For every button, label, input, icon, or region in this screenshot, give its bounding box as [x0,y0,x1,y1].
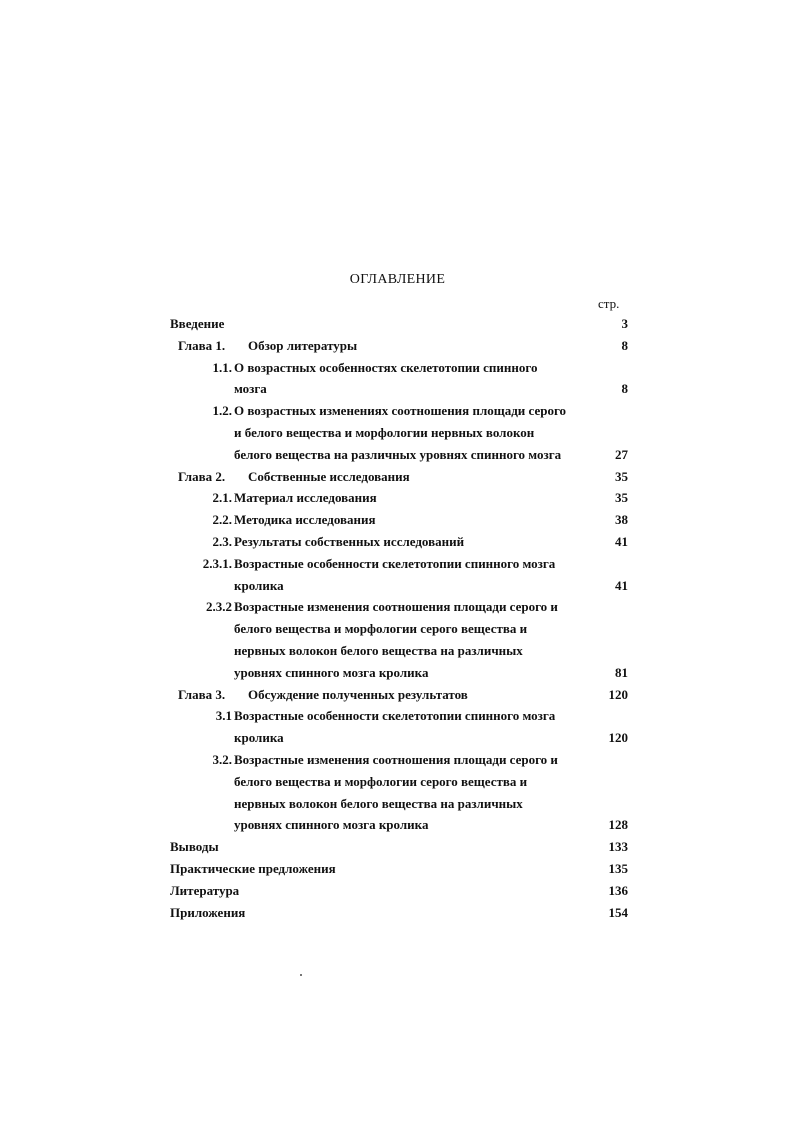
toc-entry-text: мозга [234,381,267,397]
toc-entry-page: 35 [615,490,628,506]
toc-entry-text: Возрастные особенности скелетотопии спинного мозга [234,555,556,571]
toc-entry-page: 8 [621,337,628,353]
toc-entry-number: 3.1 [215,708,232,724]
toc-entry-text: Возрастные особенности скелетотопии спинного мозга [234,708,556,724]
toc-entry-text: Собственные исследования [248,468,410,484]
toc-entry-text: кролика [234,577,284,593]
page-title: ОГЛАВЛЕНИЕ [349,272,446,287]
toc-entry-text: Практические предложения [170,861,336,876]
toc-entry-page: 136 [608,882,628,898]
toc-entry-text: белого вещества на различных уровнях спинного мозга [234,446,562,462]
toc-entry-page: 38 [615,512,628,528]
toc-entry-text: Обзор литературы [248,337,358,353]
toc-entry-number: 1.1. [212,359,232,375]
toc-entry-text: Введение [170,316,225,331]
toc-entry-text: Обсуждение полученных результатов [248,686,468,702]
toc-entry-page: 133 [608,839,628,855]
scan-speck [300,974,302,976]
toc-entry-text: Материал исследования [234,490,377,506]
toc-entry-page: 81 [615,664,628,680]
toc-entry-text: Результаты собственных исследований [234,534,465,549]
toc-entry-number: 2.3.1. [202,555,232,571]
toc-entry-page: 128 [608,817,628,833]
page-column-header: стр. [598,296,620,311]
toc-entry-number: 3.2. [212,752,232,767]
toc-entry-page: 3 [621,316,628,331]
toc-entry-page: 35 [615,468,628,484]
toc-entry-text: О возрастных изменениях соотношения площади серого [234,403,567,419]
toc-entry-text: белого вещества и морфологии серого вещества и [234,773,528,789]
toc-entry-text: Литература [170,882,240,898]
toc-entry-text: Возрастные изменения соотношения площади серого и [234,599,558,615]
toc-entry-number: Глава 2. [178,468,226,484]
toc-entry-text: Приложения [170,904,246,920]
toc-entry-number: 2.3.2 [206,599,232,615]
toc-entry-number: Глава 3. [178,686,226,702]
toc-entry-text: и белого вещества и морфологии нервных волокон [234,425,535,440]
toc-entry-page: 154 [608,904,628,920]
toc-entry-text: белого вещества и морфологии серого вещества и [234,621,528,637]
toc-entry-page: 8 [621,381,628,397]
toc-entry-text: Выводы [170,839,219,855]
toc-entry-number: 2.2. [212,512,232,528]
toc-entry-text: Возрастные изменения соотношения площади серого и [234,752,558,767]
toc-entry-page: 135 [608,861,628,876]
toc-entry-page: 41 [615,577,628,593]
toc-entry-text: О возрастных особенностях скелетотопии спинного [234,359,538,375]
toc-entry-text: Методика исследования [234,512,376,528]
toc-entry-page: 27 [615,446,628,462]
toc-entry-number: 2.3. [212,534,232,549]
toc-entry-text: уровнях спинного мозга кролика [234,664,429,680]
toc-entry-number: 1.2. [212,403,232,419]
toc-entry-text: кролика [234,730,284,746]
toc-entry-page: 120 [608,686,628,702]
toc-entry-text: нервных волокон белого вещества на различных [234,643,523,658]
toc-entry-page: 120 [608,730,628,746]
toc-entry-text: нервных волокон белого вещества на различных [234,795,523,811]
toc-entry-text: уровнях спинного мозга кролика [234,817,429,833]
toc-entry-number: 2.1. [212,490,232,506]
toc-entry-number: Глава 1. [178,337,226,353]
toc-entry-page: 41 [615,534,628,549]
